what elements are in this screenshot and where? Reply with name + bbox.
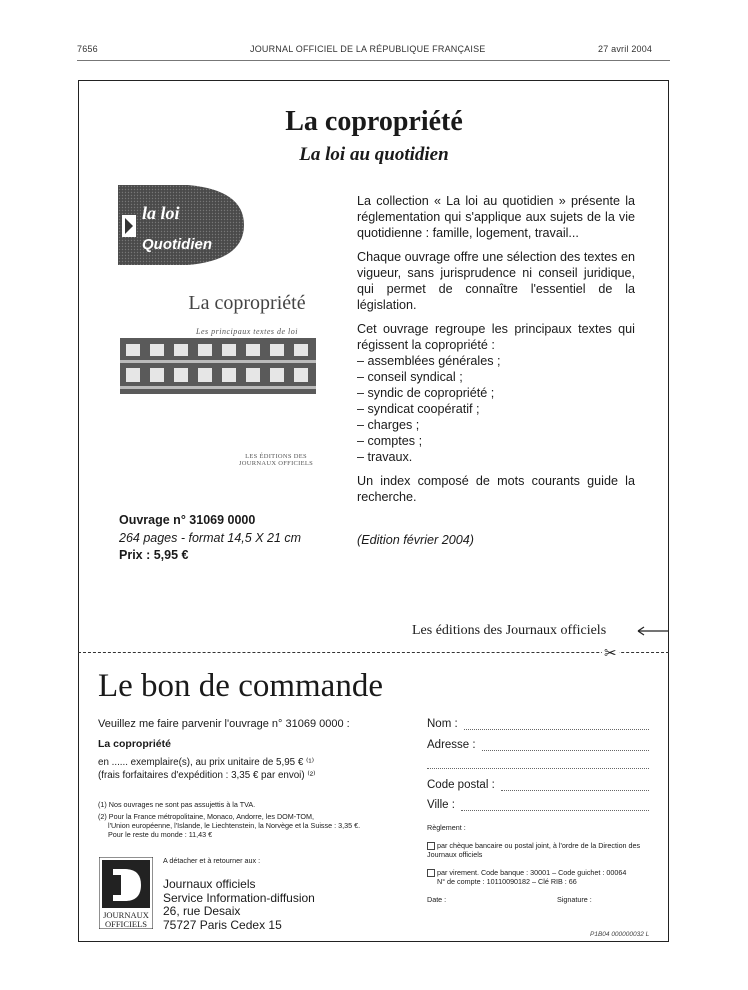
description-paragraph-2: Chaque ouvrage offre une sélection des textes en vigueur, sans jurisprudence ni conseil juridique, qui permet de connaître l'essentiel de la législation. [357, 250, 635, 312]
return-label: A détacher et à retourner aux : [163, 856, 261, 865]
topic-item: – syndic de copropriété ; [357, 386, 495, 400]
topic-item: – syndicat coopératif ; [357, 402, 480, 416]
adresse-label: Adresse : [427, 739, 476, 751]
topic-item: – charges ; [357, 418, 420, 432]
index-note: Un index composé de mots courants guide la recherche. [357, 474, 635, 504]
note-3: l'Union européenne, l'Islande, le Liechtenstein, la Norvège et la Suisse : 3,35 €. [108, 821, 361, 830]
page-number: 7656 [77, 44, 98, 54]
ville-field[interactable] [427, 799, 649, 811]
ville-label: Ville : [427, 799, 455, 811]
note-2: (2) Pour la France métropolitaine, Monaco, Andorre, les DOM-TOM, [98, 812, 314, 821]
series-logo-icon [118, 185, 244, 265]
journal-title: JOURNAL OFFICIEL DE LA RÉPUBLIQUE FRANÇAISE [250, 44, 486, 54]
logo-text-line-1: JOURNAUX [103, 910, 149, 920]
journaux-officiels-logo-icon [99, 857, 153, 929]
virement-checkbox[interactable] [427, 869, 435, 877]
quantity-line[interactable]: en ...... exemplaire(s), au prix unitaire de 5,95 € ⁽¹⁾ [98, 757, 315, 768]
description-paragraph-1: La collection « La loi au quotidien » présente la réglementation qui s'applique aux sujets de la vie quotidienne : famille, logement, travail... [357, 194, 635, 240]
topic-item: – conseil syndical ; [357, 370, 463, 384]
ad-title: La copropriété [285, 106, 463, 137]
ville-input[interactable] [461, 800, 649, 811]
editions-label: Les éditions des Journaux officiels [412, 623, 607, 638]
nom-label: Nom : [427, 718, 458, 730]
payment-virement-option[interactable] [427, 868, 649, 886]
nom-field[interactable] [427, 718, 649, 730]
reglement-label: Règlement : [427, 823, 466, 832]
adresse-field-line-2[interactable] [427, 758, 649, 769]
shipping-line: (frais forfaitaires d'expédition : 3,35 € par envoi) ⁽²⁾ [98, 770, 316, 781]
topic-item: – assemblées générales ; [357, 354, 501, 368]
address-line: Service Information-diffusion [163, 890, 315, 905]
svg-text:Quotidien: Quotidien [142, 236, 212, 253]
note-4: Pour le reste du monde : 11,43 € [108, 830, 213, 839]
description-paragraph-3: Cet ouvrage regroupe les principaux textes qui régissent la copropriété : [357, 322, 635, 352]
nom-input[interactable] [464, 719, 649, 730]
payment-cheque-text: par chèque bancaire ou postal joint, à l'ordre de la Direction des Journaux officiels [427, 841, 641, 860]
adresse-field[interactable] [427, 739, 649, 751]
signature-label[interactable]: Signature : [557, 895, 592, 904]
footer-code: P1B04 000000032 L [590, 931, 650, 938]
logo-text-line-2: OFFICIELS [104, 919, 148, 929]
arrow-left-icon [636, 625, 668, 637]
header-rule [77, 60, 670, 61]
code-postal-input[interactable] [501, 780, 649, 791]
pages-format: 264 pages - format 14,5 X 21 cm [119, 531, 302, 545]
edition-date: (Edition février 2004) [357, 533, 474, 547]
ouvrage-number: Ouvrage n° 31069 0000 [119, 513, 256, 527]
price: Prix : 5,95 € [119, 548, 189, 562]
payment-cheque-option[interactable] [427, 841, 649, 859]
payment-virement-text: par virement. Code banque : 30001 – Code guichet : 00064 [437, 868, 627, 877]
scissors-icon: ✂ [604, 645, 617, 662]
code-postal-field[interactable] [427, 779, 649, 791]
issue-date: 27 avril 2004 [598, 44, 653, 54]
note-1: (1) Nos ouvrages ne sont pas assujettis à la TVA. [98, 800, 256, 809]
building-facade-icon [120, 338, 316, 394]
address-line: 75727 Paris Cedex 15 [163, 917, 282, 932]
book-cover-title: La copropriété [188, 292, 306, 314]
order-notes [98, 800, 408, 839]
order-form-title: Le bon de commande [98, 668, 383, 704]
book-cover-publisher: LES ÉDITIONS DES JOURNAUX OFFICIELS [238, 453, 314, 467]
payment-virement-account: N° de compte : 10110090182 – Clé RIB : 66 [437, 877, 577, 887]
cut-line[interactable] [78, 652, 669, 653]
code-postal-label: Code postal : [427, 779, 495, 791]
ad-description [357, 193, 635, 513]
topic-item: – travaux. [357, 450, 413, 464]
ad-subtitle: La loi au quotidien [299, 144, 449, 165]
adresse-input[interactable] [482, 740, 649, 751]
series-logo-text: la loi [142, 203, 180, 223]
cheque-checkbox[interactable] [427, 842, 435, 850]
order-book-name: La copropriété [98, 738, 171, 750]
address-line: 26, rue Desaix [163, 904, 241, 918]
address-line: Journaux officiels [163, 877, 256, 891]
book-cover-subtitle: Les principaux textes de loi [196, 327, 298, 336]
order-request: Veuillez me faire parvenir l'ouvrage n° 31069 0000 : [98, 718, 350, 730]
return-address [163, 878, 315, 932]
topic-item: – comptes ; [357, 434, 423, 448]
topics-list [357, 353, 635, 465]
date-label[interactable]: Date : [427, 895, 447, 904]
adresse-input-line-2[interactable] [427, 758, 649, 769]
